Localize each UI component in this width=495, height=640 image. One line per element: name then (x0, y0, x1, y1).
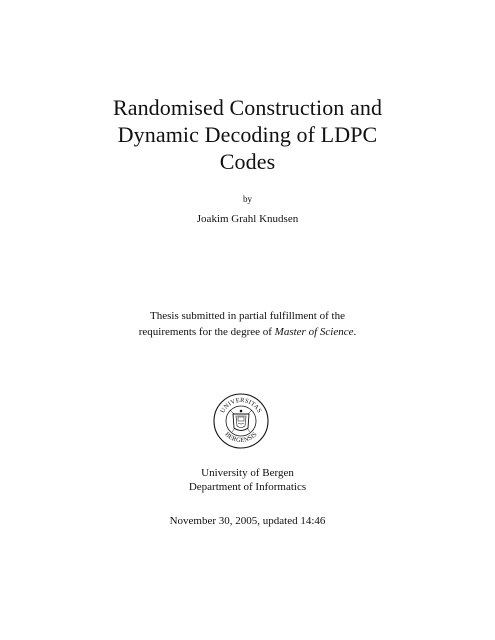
submission-date: November 30, 2005, updated 14:46 (169, 515, 326, 527)
thesis-statement-line-1: Thesis submitted in partial fulfillment of the (150, 310, 345, 322)
byline: by (243, 194, 252, 204)
title-line-1: Randomised Construction and (112, 95, 383, 120)
thesis-statement-line-2 (0, 324, 495, 340)
title-line-3: Codes (219, 149, 276, 174)
university-seal-icon (212, 392, 270, 450)
thesis-title (0, 94, 495, 175)
title-line-2: Dynamic Decoding of LDPC (117, 122, 378, 147)
institution-block (0, 466, 495, 494)
department-name: Department of Informatics (188, 481, 307, 493)
university-name: University of Bergen (201, 467, 294, 479)
thesis-statement-suffix: . (353, 326, 357, 338)
svg-text:BERGENSIS (223, 431, 258, 444)
seal-top-text: UNIVERSITAS (219, 396, 263, 415)
author-name: Joakim Grahl Knudsen (196, 213, 299, 225)
degree-name: Master of Science (274, 326, 354, 338)
thesis-statement-prefix: requirements for the degree of (138, 326, 272, 338)
seal-bottom-text: BERGENSIS (223, 430, 259, 445)
seal-graphic (212, 392, 270, 450)
thesis-statement (0, 308, 495, 340)
